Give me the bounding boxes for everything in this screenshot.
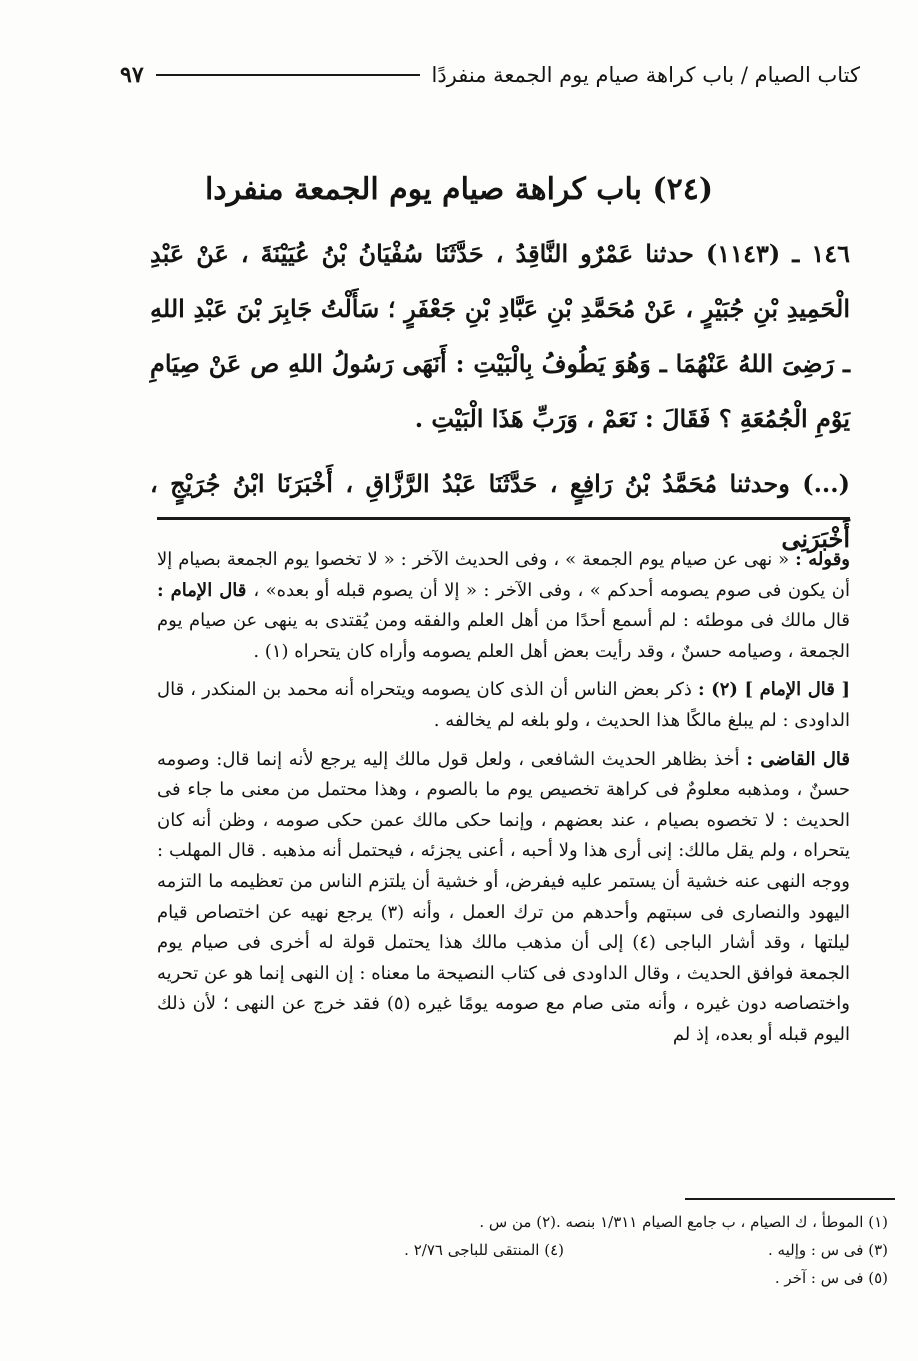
footnote-3: (٣) فى س : وإليه . <box>768 1241 888 1259</box>
commentary-text: قال مالك فى موطئه : لم أسمع أحدًا من أهل العلم والفقه ومن يُقتدى به ينهى عن صيام يوم الجمعة ، وصيامه حسنٌ ، وقد رأيت بعض أهل العلم يصومه وأراه كان يتحراه (١) . <box>157 610 850 662</box>
commentary-lead: [ قال الإمام ] (٢) : <box>697 679 850 701</box>
footnote-row <box>240 1208 888 1236</box>
footnotes <box>240 1208 888 1292</box>
running-head <box>120 58 860 92</box>
commentary-lead: وقوله : <box>795 549 850 570</box>
page-number: ٩٧ <box>120 62 144 88</box>
footnote-2: (٢) من س . <box>479 1213 557 1231</box>
commentary-text: أخذ بظاهر الحديث الشافعى ، ولعل قول مالك إليه يرجع لأنه إنما قال: وصومه حسنٌ ، ومذهبه معلومٌ فى كراهة تخصيص يوم ما بالصوم ، وهذا محتمل من معنى ما جاء فى الحديث : لا تخصوه بصيام ، عند بعضهم ، وإنما حكى مالك عمن حكى صومه ، وظن أنه كان يتحراه ، ولم يقل مالك: إنى أرى هذا ولا أحبه ، أعنى يجزئه ، فيحتمل أنه مذهبه . قال المهلب : ووجه النهى عنه خشية أن يستمر عليه فيفرض، أو خشية أن يلتزم الناس من تعظيمه ما التزمه اليهود والنصارى فى سبتهم وأحدهم من ترك العمل ، وأنه (٣) يرجع نهيه عن اختصاص قيام ليلتها ، وقد أشار الباجى (٤) إلى أن مذهب مالك هذا يحتمل قولة له أخرى فى صيام يوم الجمعة فوافق الحديث ، وقال الداودى فى كتاب النصيحة ما معناه : إن النهى إنما هو عن تحريه واختصاصه دون غيره ، وأنه متى صام مع صومه يومًا غيره (٥) فقد خرج عن النهى ؛ لأن ذلك اليوم قبله أو بعده، إذ لم <box>157 748 851 1045</box>
footnote-row <box>240 1264 888 1292</box>
hadith-text <box>150 226 850 566</box>
commentary-paragraph <box>157 675 850 736</box>
footnote-row <box>240 1236 888 1264</box>
commentary-text: « نهى عن صيام يوم الجمعة » ، وفى الحديث الآخر : « لا تخصوا يوم الجمعة بصيام إلا أن يكون فى صوم يصومه أحدكم » ، وفى الآخر : « إلا أن يصوم قبله أو بعده» ، <box>157 549 850 601</box>
commentary-paragraph <box>157 745 850 1051</box>
commentary-paragraph <box>157 545 850 667</box>
commentary <box>157 545 850 1059</box>
footnote-5: (٥) فى س : آخر . <box>774 1269 888 1287</box>
footnote-4: (٤) المنتقى للباجى ٢/٧٦ . <box>404 1241 564 1259</box>
running-head-title: كتاب الصيام / باب كراهة صيام يوم الجمعة منفردًا <box>431 63 860 87</box>
commentary-lead: قال الإمام : <box>157 579 254 601</box>
chapter-title: (٢٤) باب كراهة صيام يوم الجمعة منفردا <box>204 172 714 207</box>
hadith-paragraph-first: ١٤٦ ـ (١١٤٣) حدثنا عَمْرٌو النَّاقِدُ ، حَدَّثَنَا سُفْيَانُ بْنُ عُيَيْنَةَ ، عَنْ عَبْدِ الْحَمِيدِ بْنِ جُبَيْرٍ ، عَنْ مُحَمَّدِ بْنِ عَبَّادِ بْنِ جَعْفَرٍ ؛ سَأَلْتُ جَابِرَ بْنَ عَبْدِ اللهِ ـ رَضِىَ اللهُ عَنْهُمَا ـ وَهُوَ يَطُوفُ بِالْبَيْتِ : أَنَهَى رَسُولُ اللهِ ص عَنْ صِيَامِ يَوْمِ الْجُمُعَةِ ؟ فَقَالَ : نَعَمْ ، وَرَبِّ هَذَا الْبَيْتِ . <box>150 239 850 433</box>
hadith-paragraph-second: (...) وحدثنا مُحَمَّدُ بْنُ رَافِعٍ ، حَدَّثَنَا عَبْدُ الرَّزَّاقِ ، أَخْبَرَنَا ابْنُ جُرَيْجٍ ، أَخْبَرَنِى <box>150 469 850 553</box>
running-head-rule <box>156 74 420 76</box>
section-divider <box>157 517 850 520</box>
commentary-text: ذكر بعض الناس أن الذى كان يصومه ويتحراه أنه محمد بن المنكدر ، قال الداودى : لم يبلغ مالكًا هذا الحديث ، ولو بلغه لم يخالفه . <box>157 679 850 731</box>
footnote-1: (١) الموطأ ، ك الصيام ، ب جامع الصيام ١/٣١١ بنصه . <box>556 1213 888 1231</box>
commentary-lead: قال القاضى : <box>746 748 850 770</box>
footnote-divider <box>685 1198 895 1200</box>
